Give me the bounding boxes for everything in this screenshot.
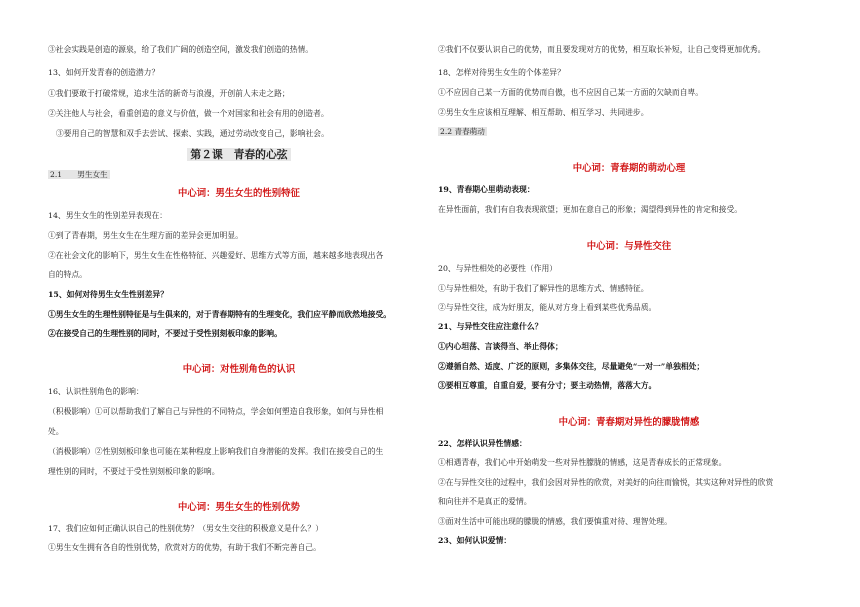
text-line: ①男生女生拥有各自的性别优势，欣赏对方的优势，有助于我们不断完善自己。 xyxy=(48,543,321,552)
text-line: ②关注他人与社会，看重创造的意义与价值，做一个对国家和社会有用的创造者。 xyxy=(48,109,329,118)
question-18: 18、怎样对待男生女生的个体差异？ xyxy=(438,68,565,77)
question-20: 20、与异性相处的必要性（作用） xyxy=(438,264,558,273)
text-line: 自的特点。 xyxy=(48,270,87,279)
text-line: ①到了青春期，男生女生在生理方面的差异会更加明显。 xyxy=(48,231,243,240)
question-16: 16、认识性别角色的影响： xyxy=(48,387,144,396)
text-line: ③面对生活中可能出现的朦胧的情感，我们要慎重对待、理智处理。 xyxy=(438,517,672,526)
keyword-heading: 中心词：青春期的萌动心理 xyxy=(572,163,686,174)
question-19: 19、青春期心里萌动表现： xyxy=(438,185,535,194)
question-15: 15、如何对待男生女生性别差异？ xyxy=(48,290,169,299)
text-line: 处。 xyxy=(48,427,64,436)
text-line: 和向往并不是真正的爱情。 xyxy=(438,497,532,506)
question-17: 17、我们应如何正确认识自己的性别优势？（男女生交往的积极意义是什么？） xyxy=(48,524,324,533)
keyword-heading: 中心词：青春期对异性的朦胧情感 xyxy=(558,417,700,428)
text-line: ②我们不仅要认识自己的优势，而且要发现对方的优势，相互取长补短，让自己变得更加优秀。 xyxy=(438,45,766,54)
text-line: ②在接受自己的生理性别的同时，不要过于受性别刻板印象的影响。 xyxy=(48,329,282,338)
text-line: ②与异性交往，成为好朋友，能从对方身上看到某些优秀品质。 xyxy=(438,303,657,312)
text-line: ③要用自己的智慧和双手去尝试、探索、实践，通过劳动改变自己，影响社会。 xyxy=(56,129,329,138)
text-line: ②在与异性交往的过程中，我们会因对异性的欣赏，对美好的向往而愉悦，其实这种对异性的欣赏 xyxy=(438,478,774,487)
text-line: ③社会实践是创造的源泉，给了我们广阔的创造空间，激发我们创造的热情。 xyxy=(48,45,314,54)
text-line: ①内心坦荡、言谈得当、举止得体； xyxy=(438,342,563,351)
text-line: ①相遇青春，我们心中开始萌发一些对异性朦胧的情感，这是青春成长的正常现象。 xyxy=(438,458,727,467)
keyword-heading: 中心词：男生女生的性别特征 xyxy=(178,188,300,199)
text-line: ②遵循自然、适度、广泛的原则，多集体交往，尽量避免“一对一”单独相处； xyxy=(438,362,705,371)
text-line: ③要相互尊重，自重自爱，要有分寸；要主动热情，落落大方。 xyxy=(438,381,657,390)
section-label: 2.1 男生女生 xyxy=(50,170,108,179)
keyword-heading: 中心词：与异性交往 xyxy=(586,241,672,252)
question-21: 21、与异性交往应注意什么？ xyxy=(438,322,543,331)
section-label: 2.2 青春萌动 xyxy=(440,127,485,136)
text-line: ①与异性相处，有助于我们了解异性的思维方式、情感特征。 xyxy=(438,284,649,293)
keyword-heading: 中心词：对性别角色的认识 xyxy=(182,364,296,375)
text-line: ②男生女生应该相互理解、相互帮助、相互学习、共同进步。 xyxy=(438,108,649,117)
question-14: 14、男生女生的性别差异表现在： xyxy=(48,211,168,220)
lesson-title: 第２课 青春的心弦 xyxy=(48,148,430,162)
question-13: 13、如何开发青春的创造潜力？ xyxy=(48,68,160,77)
keyword-heading: 中心词：男生女生的性别优势 xyxy=(178,502,300,513)
text-line: 在异性面前，我们有自我表现欲望；更加在意自己的形象；渴望得到异性的肯定和接受。 xyxy=(438,205,743,214)
question-23: 23、如何认识爱情： xyxy=(438,536,512,545)
text-line: （积极影响）①可以帮助我们了解自己与异性的不同特点，学会如何塑造自我形象，如何与异性相 xyxy=(48,407,384,416)
text-line: ①男生女生的生理性别特征是与生俱来的，对于青春期特有的生理变化，我们应平静而欣然地接受。 xyxy=(48,310,392,319)
question-22: 22、怎样认识异性情感： xyxy=(438,439,527,448)
text-line: ①不应因自己某一方面的优势而自傲，也不应因自己某一方面的欠缺而自卑。 xyxy=(438,88,704,97)
text-line: 理性别的同时，不要过于受性别刻板印象的影响。 xyxy=(48,467,220,476)
text-line: （消极影响）②性别刻板印象也可能在某种程度上影响我们自身潜能的发挥。我们在接受自己的生 xyxy=(48,447,384,456)
text-line: ②在社会文化的影响下，男生女生在性格特征、兴趣爱好、思维方式等方面，越来越多地表现出各 xyxy=(48,251,384,260)
text-line: ①我们要敢于打破常规，追求生活的新奇与浪漫，开创前人未走之路； xyxy=(48,89,290,98)
